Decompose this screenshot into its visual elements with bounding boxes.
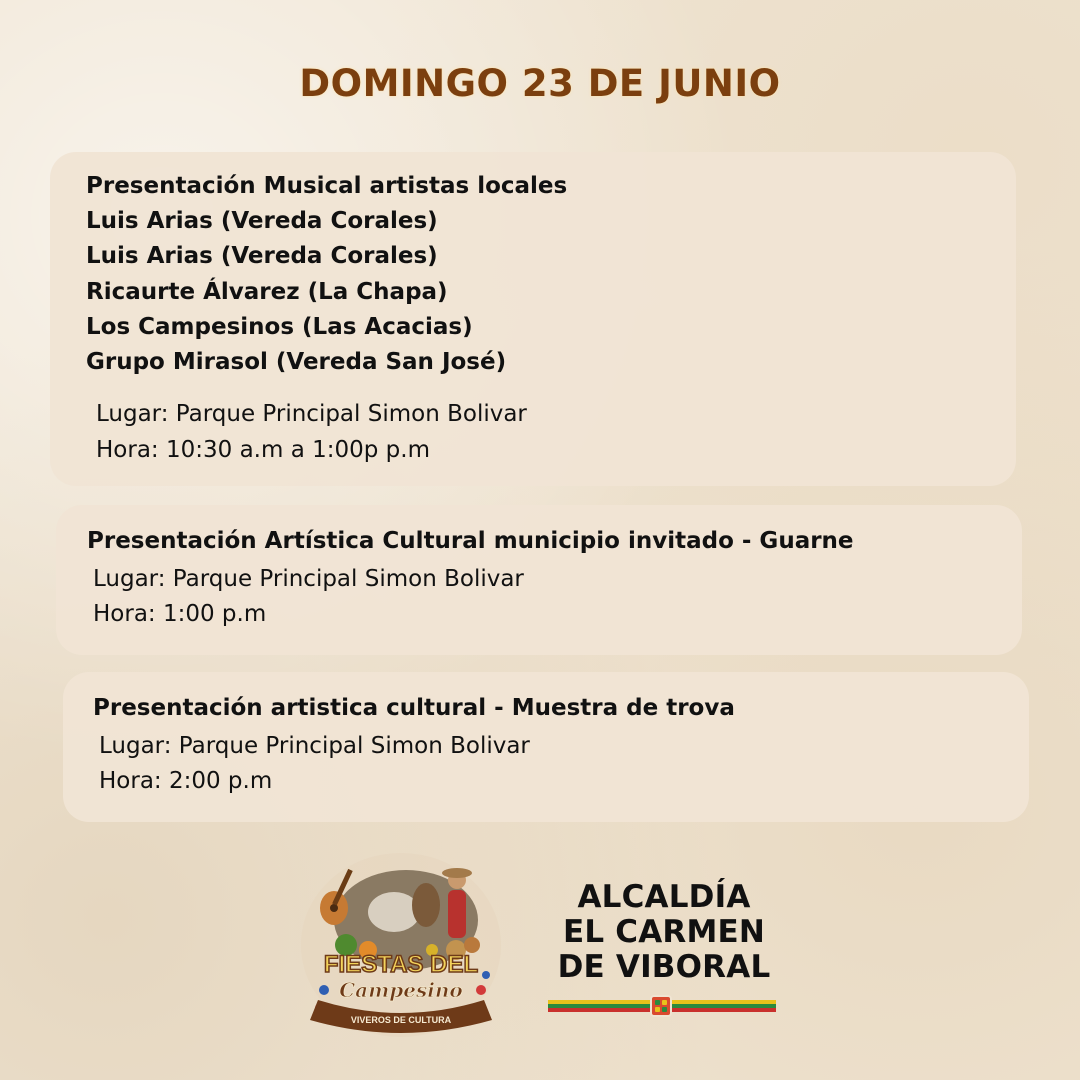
event-1-artist-4: Los Campesinos (Las Acacias) xyxy=(86,314,473,340)
event-1-artist-1: Luis Arias (Vereda Corales) xyxy=(86,208,438,234)
event-1-title: Presentación Musical artistas locales xyxy=(86,173,568,199)
event-1-hora: Hora: 10:30 a.m a 1:00p p.m xyxy=(96,437,430,463)
event-1-artist-2: Luis Arias (Vereda Corales) xyxy=(86,243,438,269)
event-1-artist-3: Ricaurte Álvarez (La Chapa) xyxy=(86,279,448,305)
alcaldia-line-2: EL CARMEN xyxy=(562,914,766,950)
alcaldia-logo xyxy=(548,880,780,1015)
alcaldia-line-3: DE VIBORAL xyxy=(557,949,771,985)
event-3-title: Presentación artistica cultural - Muestra de trova xyxy=(93,695,735,721)
page-title: DOMINGO 23 DE JUNIO xyxy=(299,62,781,105)
event-2-title: Presentación Artística Cultural municipio invitado - Guarne xyxy=(87,528,854,554)
event-1-artist-5: Grupo Mirasol (Vereda San José) xyxy=(86,349,507,375)
event-3-lugar: Lugar: Parque Principal Simon Bolivar xyxy=(99,733,530,759)
event-card-3 xyxy=(63,672,1029,822)
logos-area xyxy=(0,850,1080,1050)
event-2-lugar: Lugar: Parque Principal Simon Bolivar xyxy=(93,566,524,592)
campesino-word: Campesino xyxy=(339,978,463,1002)
viveros-banner: VIVEROS DE CULTURA xyxy=(350,1015,452,1025)
fiestas-del-campesino-logo xyxy=(296,850,506,1040)
coat-of-arms-icon xyxy=(650,995,672,1017)
fiestas-word: FIESTAS DEL xyxy=(323,951,479,978)
event-1-lugar: Lugar: Parque Principal Simon Bolivar xyxy=(96,401,527,427)
event-card-2 xyxy=(56,505,1022,655)
flag-stripes xyxy=(548,997,776,1015)
event-card-1 xyxy=(50,152,1016,486)
alcaldia-line-1: ALCALDÍA xyxy=(577,879,751,915)
event-2-hora: Hora: 1:00 p.m xyxy=(93,601,267,627)
event-3-hora: Hora: 2:00 p.m xyxy=(99,768,273,794)
